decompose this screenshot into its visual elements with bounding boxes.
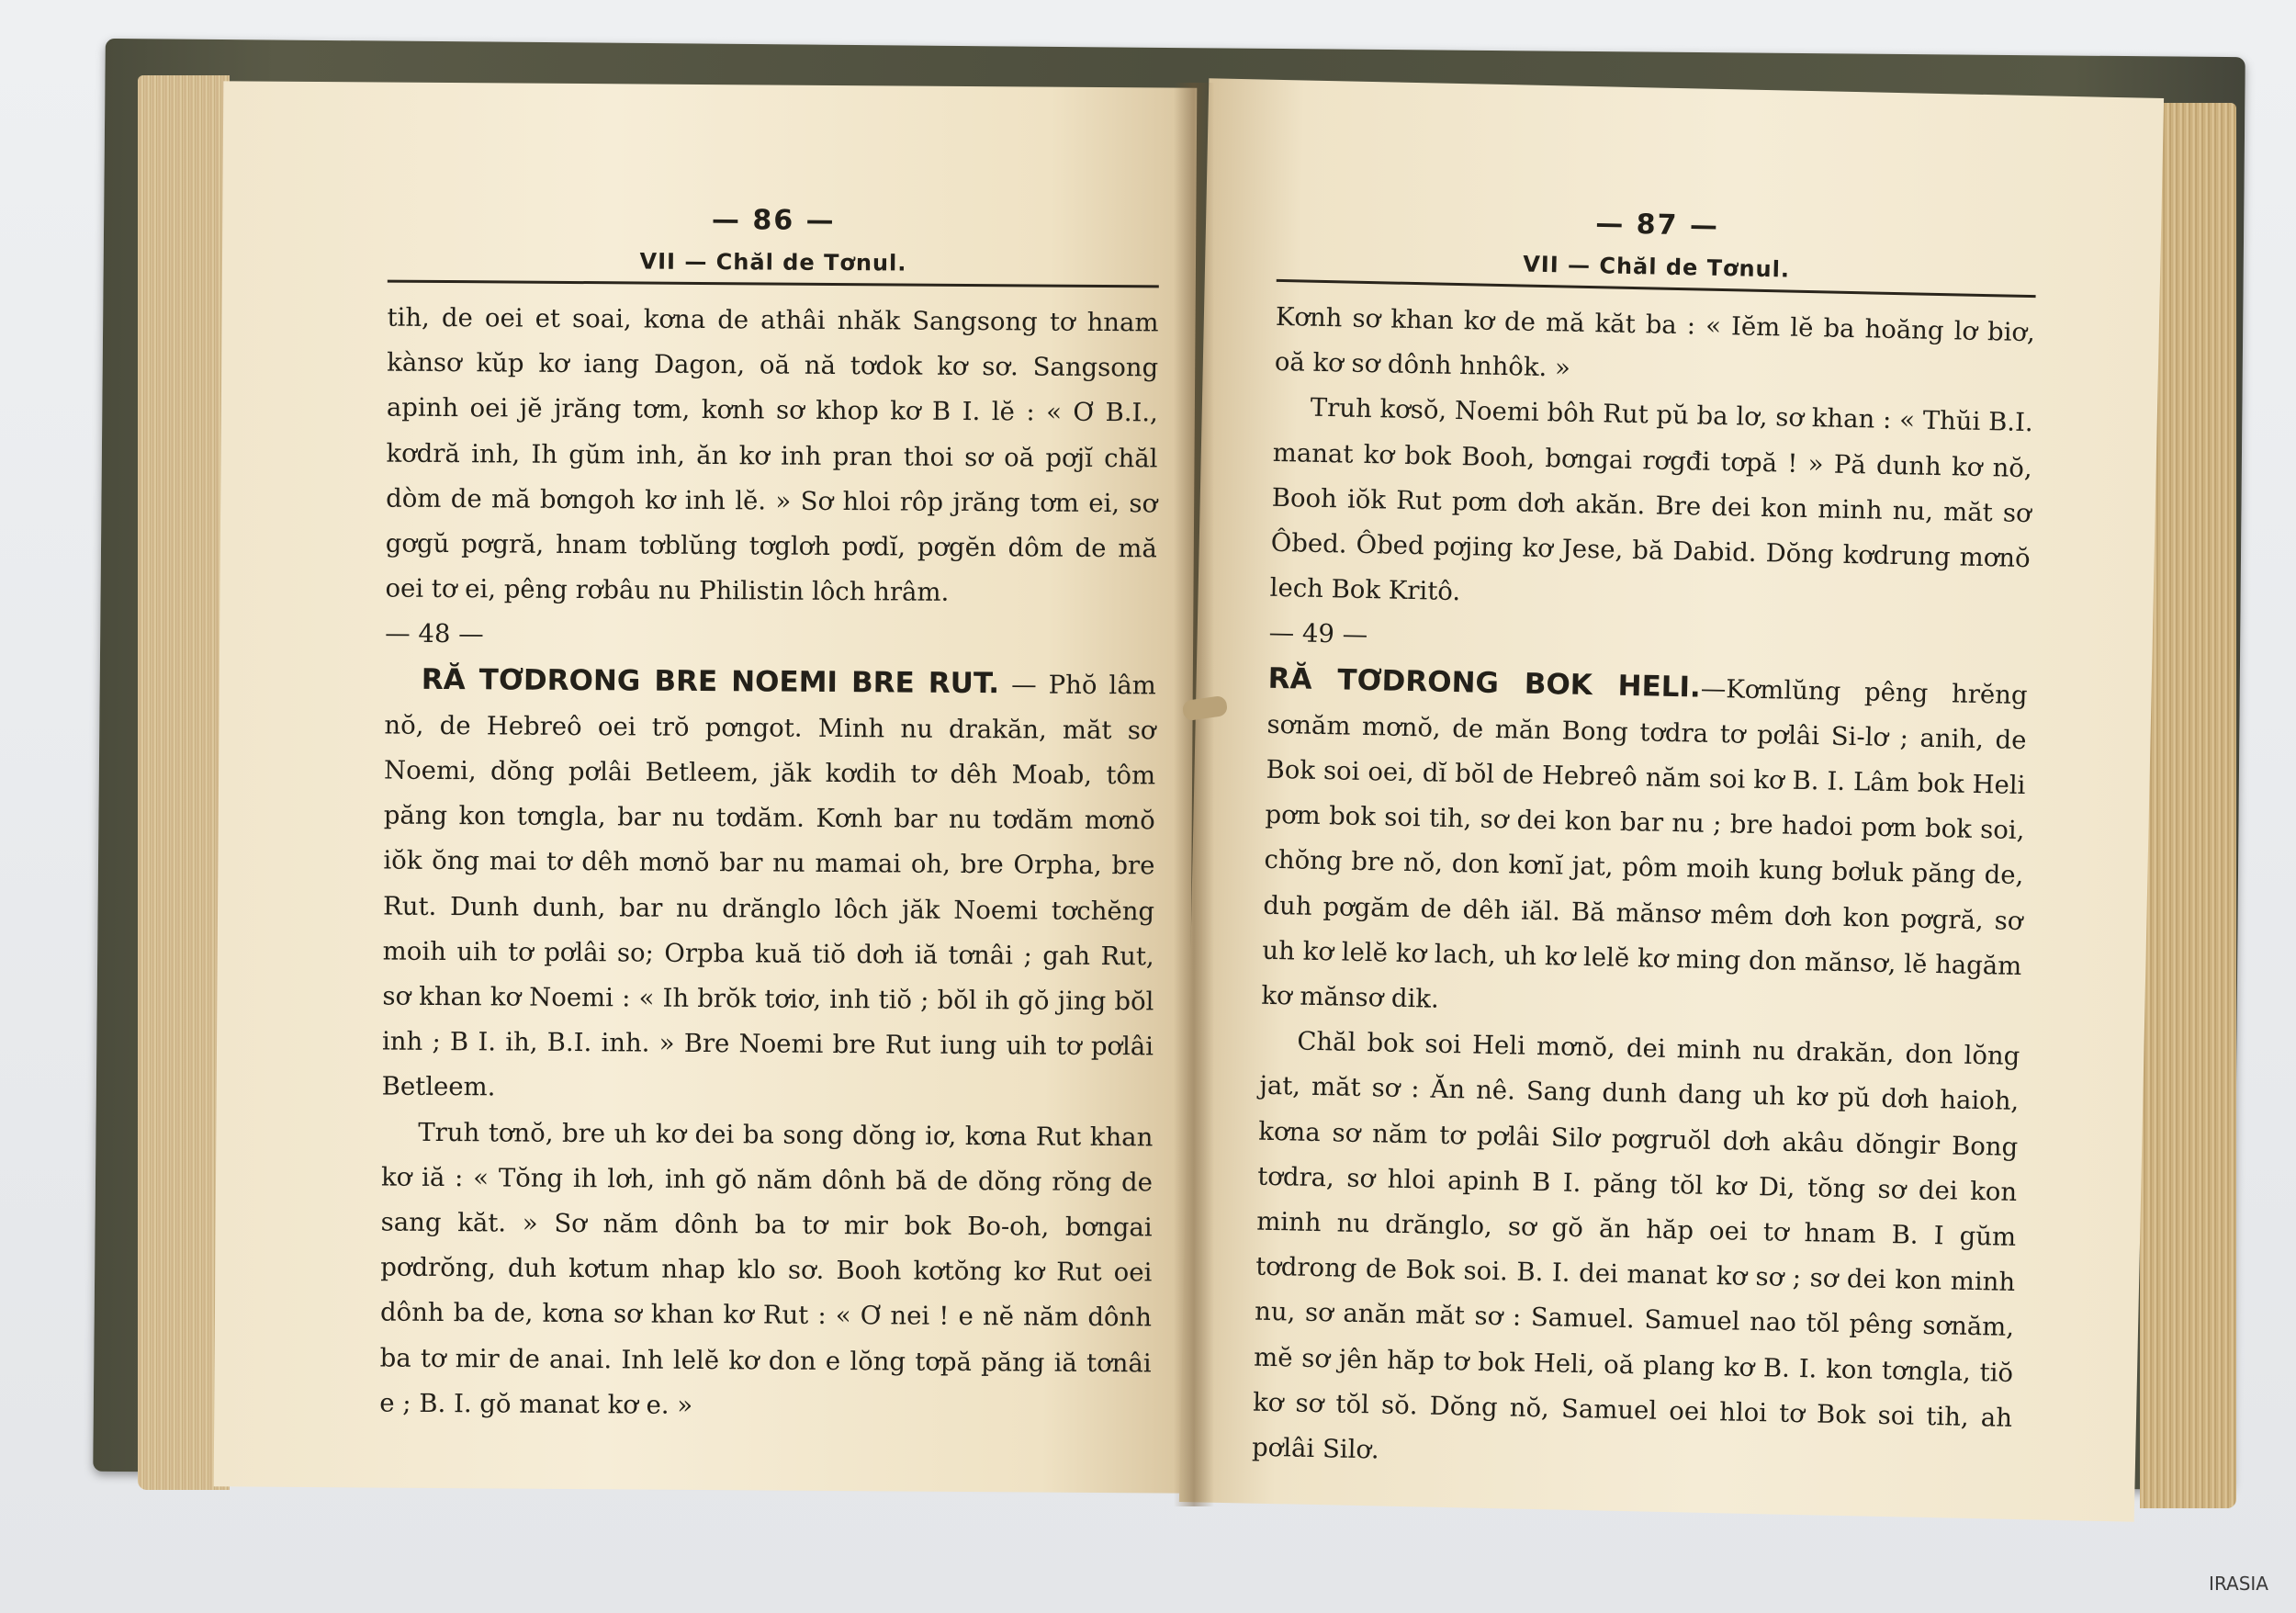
right-paragraph-4: Chăl bok soi Heli mơnŏ, dei minh nu drakăn, don lŏng jat, măt sơ : Ăn nê. Sang dunh dang uh kơ pŭ dơh haioh, kơna sơ năm tơ pơlâi Silơ pơgruŏl dơh akâu dŏngir Bong tơdra, sơ hloi apinh B I. păng tŏl kơ Di, tŏng sơ dei kon minh nu drănglo, sơ gŏ ăn hăp oei tơ hnam B. I gŭm tơdrong de Bok soi. B. I. dei manat kơ sơ ; sơ dei kon minh nu, sơ anăn măt sơ : Samuel. Samuel nao tŏl pêng sơnăm, mĕ sơ jên hăp tơ bok Heli, oă plang kơ B. I. kon tơngla, tiŏ kơ sơ tŏl sŏ. Dŏng nŏ, Samuel oei hloi tơ Bok soi tih, ah pơlâi Silơ. (1251, 1026, 2020, 1465)
page-number-left: — 86 — (711, 204, 836, 237)
left-paragraph-1: tih, de oei et soai, kơna de athâi nhăk Sangsong tơ hnam kànsơ kŭp kơ iang Dagon, oă nă tơdok kơ sơ. Sangsong apinh oei jĕ jrăng tơm, kơnh sơ khop kơ B I. lĕ : « Ơ B.I., kơdră inh, Ih gŭm inh, ăn kơ inh pran thoi sơ oă pơjĭ chăl dòm de mă bơngoh kơ inh lĕ. » Sơ hloi rôp jrăng tơm ei, sơ gơgŭ pơgră, hnam tơblŭng tơglơh pơdĭ, pơgĕn dôm de mă oei tơ ei, pêng rơbâu nu Philistin lôch hrâm. (385, 302, 1159, 608)
right-paragraph-2: Truh kơsŏ, Noemi bôh Rut pŭ ba lơ, sơ khan : « Thŭi B.I. manat kơ bok Booh, bơngai rơgđi tơpă ! » Pă dunh kơ nŏ, Booh iŏk Rut pơm dơh akăn. Bre dei kon minh nu, măt sơ Ôbed. Ôbed pơjing kơ Jese, bă Dabid. Dŏng kơdrung mơnŏ lech Bok Kritô. (1269, 393, 2034, 607)
right-paragraph-3-text: —Kơmlŭng pêng hrĕng sơnăm mơnŏ, de măn Bong tơdra tơ pơlâi Si-lơ ; anih, de Bok soi oei, dĭ bŏl de Hebreô năm soi kơ B. I. Lâm bok Heli pơm bok soi tih, sơ dei kon bar nu ; bre hadoi pơm bok soi, chŏng bre nŏ, don kơnĭ jat, pôm moih kung bơluk păng de, duh pơgăm de dêh iăl. Bă mănsơ mêm dơh kon pơgră, sơ uh kơ lelĕ kơ lach, uh kơ lelĕ kơ ming don mănsơ, lĕ hagăm kơ mănsơ dik. (1261, 673, 2028, 1014)
right-paragraph-3 (1261, 656, 2028, 1034)
section-number-48: — 48 — (385, 618, 484, 649)
section-number-49: — 49 — (1268, 618, 1368, 650)
right-body-text (1252, 295, 2036, 1486)
section-title-48: RĂ TƠDRONG BRE NOEMI BRE RUT. (421, 662, 1000, 700)
book-gutter (1174, 83, 1214, 1506)
right-page (1179, 78, 2164, 1521)
left-paragraph-2-text: — Phŏ lâm nŏ, de Hebreô oei trŏ pơngot. Minh nu drakăn, măt sơ Noemi, dŏng pơlâi Betleem, jăk kơdih tơ dêh Moab, tôm păng kon tơngla, bar nu tơdăm. Kơnh bar nu tơdăm mơnŏ iŏk ŏng mai tơ dêh mơnŏ bar nu mamai oh, bre Orpha, bre Rut. Dunh dunh, bar nu drănglo lôch jăk Noemi tơchĕng moih uih tơ pơlâi so; Orpba kuă tiŏ dơh iă tơnâi ; gah Rut, sơ khan kơ Noemi : « Ih brŏk tơiơ, inh tiŏ ; bŏl ih gŏ jing bŏl inh ; B I. ih, B.I. inh. » Bre Noemi bre Rut iung uih tơ pơlâi Betleem. (381, 669, 1156, 1102)
left-page (214, 81, 1198, 1493)
section-title-49: RĂ TƠDRONG BOK HELI. (1267, 661, 1702, 705)
page-number-right: — 87 — (1594, 208, 1720, 243)
right-paragraph-1: Kơnh sơ khan kơ de mă kăt ba : « Iĕm lĕ ba hoăng lơ biơ, oă kơ sơ dônh hnhôk. » (1274, 301, 2036, 383)
running-head-right: VII — Chăl de Tơnul. (1277, 246, 2037, 298)
left-body-text (379, 296, 1159, 1432)
watermark: IRASIA (2209, 1573, 2268, 1595)
left-paragraph-3: Truh tơnŏ, bre uh kơ dei ba song dŏng iơ, kơna Rut khan kơ iă : « Tŏng ih lơh, inh gŏ năm dônh bă de dŏng rŏng de sang kăt. » Sơ năm dônh ba tơ mir bok Bo-oh, bơngai pơdrŏng, duh kơtum nhap klo sơ. Booh kơtŏng kơ Rut oei dônh ba de, kơna sơ khan kơ Rut : « Ơ nei ! e nĕ năm dônh ba tơ mir de anai. Inh lelĕ kơ don e lŏng tơpă păng iă tơnâi e ; B. I. gŏ manat kơ e. » (379, 1117, 1154, 1420)
running-head-left: VII — Chăl de Tơnul. (388, 247, 1159, 288)
left-paragraph-2 (382, 657, 1156, 1115)
